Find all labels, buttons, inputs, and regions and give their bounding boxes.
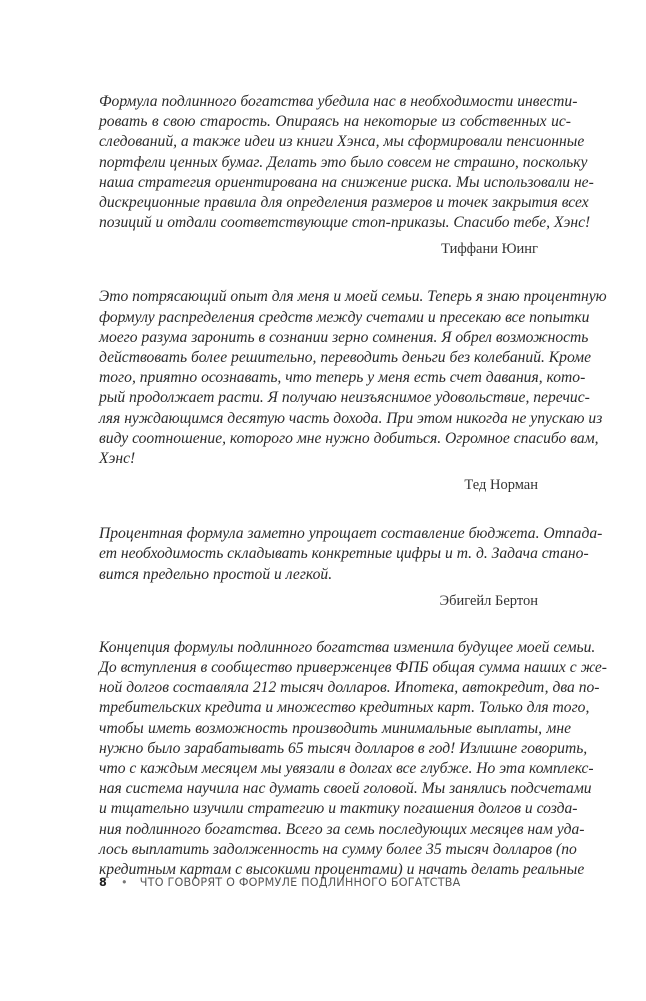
- text-line: виду соотношение, которого мне нужно добиться. Огромное спасибо вам,: [99, 429, 599, 447]
- page-body: [99, 92, 607, 880]
- testimonial-author: Тиффани Юинг: [441, 241, 538, 258]
- text-line: Формула подлинного богатства убедила нас в необходимости инвести-: [99, 93, 578, 110]
- testimonial-text: [99, 524, 603, 585]
- text-line: ляя нуждающимся десятую часть дохода. При этом никогда не упускаю из: [99, 409, 603, 427]
- text-line: ная система научила нас думать своей головой. Мы занялись подсчетами: [99, 780, 592, 798]
- text-line: Хэнс!: [99, 450, 136, 468]
- text-line: что с каждым месяцем мы увязали в долгах все глубже. Но эта комплекс-: [99, 760, 594, 778]
- text-line: рый продолжает расти. Я получаю неизъяснимое удовольствие, перечис-: [99, 389, 590, 407]
- text-line: и тщательно изучили стратегию и тактику погашения долгов и созда-: [99, 800, 578, 818]
- text-line: ния подлинного богатства. Всего за семь последующих месяцев нам уда-: [99, 820, 585, 838]
- testimonial-4: [99, 638, 607, 880]
- text-line: портфели ценных бумаг. Делать это было совсем не страшно, поскольку: [99, 153, 588, 171]
- testimonial-text: [99, 287, 607, 469]
- text-line: действовать более решительно, переводить деньги без колебаний. Кроме: [99, 349, 592, 367]
- text-line: моего разума заронить в сознании зерно сомнения. Я обрел возможность: [99, 328, 589, 346]
- text-line: Концепция формулы подлинного богатства изменила будущее моей семьи.: [99, 638, 596, 656]
- text-line: ровать в свою старость. Опираясь на некоторые из собственных ис-: [99, 113, 571, 131]
- text-line: кредитным картам с высокими процентами) и начать делать реальные: [99, 861, 585, 879]
- running-title: ЧТО ГОВОРЯТ О ФОРМУЛЕ ПОДЛИННОГО БОГАТСТВА: [139, 876, 461, 889]
- testimonial-1: [99, 92, 594, 259]
- text-line: позиций и отдали соответствующие стоп-приказы. Спасибо тебе, Хэнс!: [99, 214, 591, 232]
- text-line: ной долгов составляла 212 тысяч долларов. Ипотека, автокредит, два по-: [99, 679, 600, 697]
- bullet-separator: •: [120, 876, 128, 889]
- text-line: наша стратегия ориентирована на снижение риска. Мы использовали не-: [99, 173, 594, 191]
- text-line: Это потрясающий опыт для меня и моей семьи. Теперь я знаю процентную: [99, 288, 607, 306]
- text-line: лось выплатить задолженность на сумму более 35 тысяч долларов (по: [99, 840, 577, 858]
- text-line: того, приятно осознавать, что теперь у меня есть счет давания, кото-: [99, 369, 586, 387]
- testimonial-text: [99, 92, 594, 233]
- testimonial-author: Тед Норман: [464, 477, 538, 494]
- text-line: ет необходимость складывать конкретные цифры и т. д. Задача стано-: [99, 545, 589, 563]
- text-line: чтобы иметь возможность производить минимальные выплаты, мне: [99, 719, 571, 737]
- testimonial-3: [99, 524, 603, 611]
- text-line: Процентная формула заметно упрощает составление бюджета. Отпада-: [99, 525, 603, 543]
- text-line: требительских кредита и множество кредитных карт. Только для того,: [99, 699, 590, 717]
- text-line: дискреционные правила для определения размеров и точек закрытия всех: [99, 194, 589, 212]
- text-line: формулу распределения средств между счетами и пресекаю все попытки: [99, 308, 590, 326]
- text-line: нужно было зарабатывать 65 тысяч долларов в год! Излишне говорить,: [99, 739, 588, 757]
- text-line: следований, а также идеи из книги Хэнса, мы сформировали пенсионные: [99, 133, 585, 151]
- text-line: До вступления в сообщество приверженцев ФПБ общая сумма наших с же-: [99, 659, 607, 677]
- testimonial-author: Эбигейл Бертон: [439, 592, 538, 609]
- page-footer: [99, 876, 460, 889]
- page-number: 8: [99, 876, 107, 889]
- text-line: вится предельно простой и легкой.: [99, 565, 333, 583]
- testimonial-text: [99, 638, 607, 880]
- testimonial-2: [99, 287, 607, 495]
